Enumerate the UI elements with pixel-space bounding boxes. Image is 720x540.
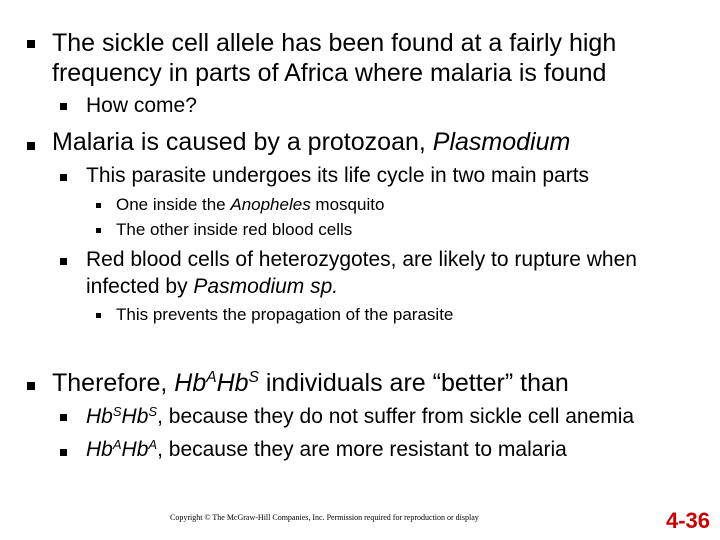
bullet-3-post: individuals are “better” than <box>258 369 569 397</box>
copyright-notice: Copyright © The McGraw-Hill Companies, Inc. Permission required for reproduction or display <box>170 513 479 522</box>
bullet-marker <box>96 228 101 233</box>
bullet-marker <box>60 103 67 110</box>
hb: Hb <box>121 438 149 461</box>
hb: Hb <box>86 438 113 461</box>
allele-superscript: A <box>148 436 158 452</box>
bullet-3a-post: , because they do not suffer from sickle cell anemia <box>157 405 635 428</box>
allele-superscript: S <box>148 403 158 419</box>
bullet-2b-line-1: Red blood cells of heterozygotes, are likely to rupture when <box>86 248 637 271</box>
bullet-2-text: Malaria is caused by a protozoan, <box>52 128 433 156</box>
bullet-3b <box>86 436 567 465</box>
allele-superscript: A <box>206 369 217 387</box>
bullet-marker <box>27 40 35 48</box>
allele-superscript: S <box>112 403 122 419</box>
allele-superscript: S <box>248 369 259 387</box>
bullet-1-line-1: The sickle cell allele has been found at a fairly high <box>52 29 617 57</box>
hb: Hb <box>174 369 207 397</box>
hb: Hb <box>86 405 113 428</box>
bullet-3a <box>86 403 634 432</box>
bullet-3 <box>52 368 569 402</box>
bullet-marker <box>96 203 101 208</box>
bullet-marker <box>27 142 35 150</box>
bullet-2b-line-2 <box>86 273 338 300</box>
bullet-2a-1-italic: Anopheles <box>230 195 311 214</box>
allele-superscript: A <box>112 436 122 452</box>
page-number: 4-36 <box>665 508 710 533</box>
bullet-2a-1-text: One inside the <box>116 195 231 214</box>
bullet-2a-2: The other inside red blood cells <box>116 220 353 239</box>
bullet-2b-line-2-text: infected by <box>86 275 194 298</box>
bullet-marker <box>27 382 35 390</box>
bullet-marker <box>60 414 67 421</box>
bullet-2a-1 <box>116 193 384 217</box>
bullet-2-italic: Plasmodium <box>432 128 571 156</box>
bullet-2b-line-2-italic: Pasmodium sp. <box>193 275 339 298</box>
bullet-marker <box>60 449 67 456</box>
hb: Hb <box>216 369 249 397</box>
bullet-marker <box>96 313 101 318</box>
bullet-2b-1: This prevents the propagation of the parasite <box>116 305 454 324</box>
bullet-2a: This parasite undergoes its life cycle in two main parts <box>86 164 590 187</box>
bullet-3-text: Therefore, <box>52 369 175 397</box>
bullet-2 <box>52 127 570 157</box>
bullet-1-line-2: frequency in parts of Africa where malaria is found <box>52 59 607 87</box>
bullet-marker <box>60 258 67 265</box>
hb: Hb <box>121 405 149 428</box>
bullet-3b-post: , because they are more resistant to malaria <box>157 438 567 461</box>
bullet-2a-1-post: mosquito <box>310 195 385 214</box>
bullet-1a: How come? <box>86 94 197 117</box>
bullet-marker <box>60 174 67 181</box>
